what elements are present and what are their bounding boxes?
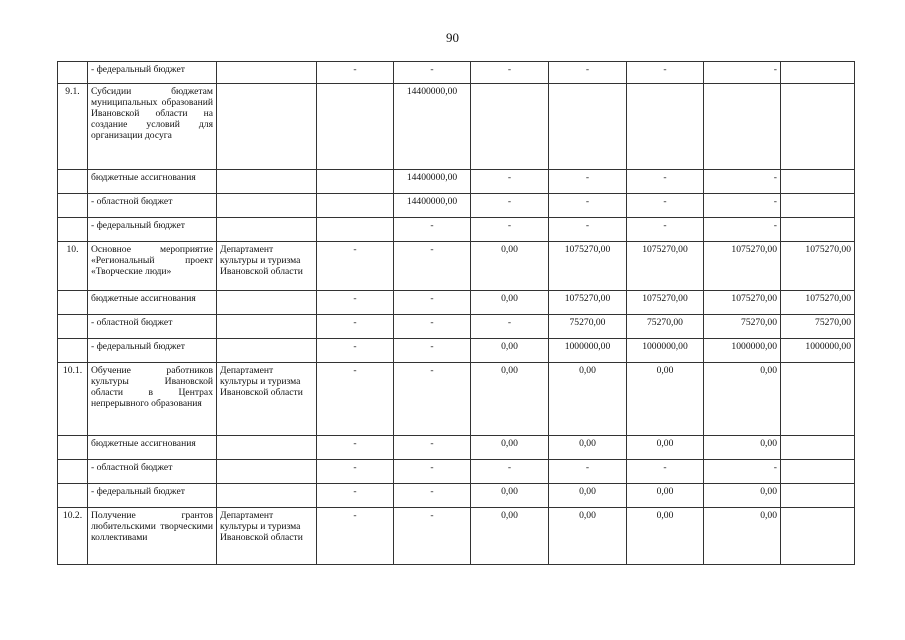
row-description: Субсидии бюджетам муниципальных образований Ивановской области на создание условий для организации досуга xyxy=(88,84,217,170)
value-cell: - xyxy=(394,242,471,291)
row-number xyxy=(58,484,88,508)
row-executor xyxy=(217,218,317,242)
value-cell: - xyxy=(317,62,394,84)
row-executor: Департамент культуры и туризма Ивановской области xyxy=(217,242,317,291)
value-cell xyxy=(781,484,855,508)
value-cell: - xyxy=(394,291,471,315)
value-cell: 0,00 xyxy=(471,363,549,436)
table-row xyxy=(58,315,855,339)
row-executor: Департамент культуры и туризма Ивановской области xyxy=(217,363,317,436)
value-cell xyxy=(471,84,549,170)
value-cell: 1075270,00 xyxy=(549,291,627,315)
row-description: бюджетные ассигнования xyxy=(88,436,217,460)
value-cell: - xyxy=(549,170,627,194)
value-cell: - xyxy=(394,484,471,508)
value-cell xyxy=(781,170,855,194)
value-cell: - xyxy=(704,218,781,242)
value-cell: 0,00 xyxy=(471,339,549,363)
value-cell: 14400000,00 xyxy=(394,194,471,218)
value-cell: 14400000,00 xyxy=(394,170,471,194)
table-row xyxy=(58,436,855,460)
value-cell: 75270,00 xyxy=(704,315,781,339)
value-cell: - xyxy=(394,218,471,242)
value-cell: - xyxy=(471,62,549,84)
value-cell xyxy=(781,363,855,436)
row-number xyxy=(58,62,88,84)
row-number xyxy=(58,460,88,484)
value-cell: 75270,00 xyxy=(549,315,627,339)
value-cell: 0,00 xyxy=(549,363,627,436)
value-cell: - xyxy=(317,436,394,460)
table-row xyxy=(58,218,855,242)
value-cell: - xyxy=(627,62,704,84)
value-cell: - xyxy=(549,218,627,242)
value-cell: 0,00 xyxy=(471,484,549,508)
table-row xyxy=(58,194,855,218)
row-number: 10. xyxy=(58,242,88,291)
value-cell: 0,00 xyxy=(471,436,549,460)
row-description: - федеральный бюджет xyxy=(88,218,217,242)
value-cell xyxy=(549,84,627,170)
row-executor xyxy=(217,484,317,508)
value-cell xyxy=(704,84,781,170)
value-cell xyxy=(781,194,855,218)
value-cell: 1000000,00 xyxy=(781,339,855,363)
row-executor xyxy=(217,315,317,339)
row-executor xyxy=(217,436,317,460)
row-description: Получение грантов любительскими творческими коллективами xyxy=(88,508,217,565)
value-cell: 0,00 xyxy=(704,436,781,460)
value-cell: - xyxy=(317,508,394,565)
row-description: - федеральный бюджет xyxy=(88,484,217,508)
value-cell: - xyxy=(627,218,704,242)
row-description: бюджетные ассигнования xyxy=(88,170,217,194)
value-cell: 1000000,00 xyxy=(627,339,704,363)
value-cell xyxy=(317,194,394,218)
row-executor xyxy=(217,170,317,194)
value-cell: 1075270,00 xyxy=(781,291,855,315)
value-cell: - xyxy=(317,315,394,339)
value-cell: - xyxy=(549,62,627,84)
row-executor: Департамент культуры и туризма Ивановской области xyxy=(217,508,317,565)
value-cell: - xyxy=(471,218,549,242)
value-cell: - xyxy=(471,315,549,339)
value-cell: 0,00 xyxy=(549,436,627,460)
value-cell: - xyxy=(627,194,704,218)
page-number: 90 xyxy=(446,30,459,45)
row-executor xyxy=(217,339,317,363)
budget-table xyxy=(57,61,855,565)
value-cell: - xyxy=(394,508,471,565)
row-number xyxy=(58,218,88,242)
value-cell: 0,00 xyxy=(471,291,549,315)
value-cell: - xyxy=(704,170,781,194)
row-description: - федеральный бюджет xyxy=(88,339,217,363)
value-cell: 75270,00 xyxy=(781,315,855,339)
value-cell: - xyxy=(704,62,781,84)
table-row xyxy=(58,291,855,315)
value-cell: 1075270,00 xyxy=(781,242,855,291)
value-cell: 1000000,00 xyxy=(549,339,627,363)
value-cell: - xyxy=(471,170,549,194)
value-cell: - xyxy=(394,339,471,363)
row-number xyxy=(58,436,88,460)
table-row xyxy=(58,339,855,363)
value-cell: 1075270,00 xyxy=(549,242,627,291)
row-executor xyxy=(217,62,317,84)
value-cell: - xyxy=(394,315,471,339)
value-cell xyxy=(317,84,394,170)
row-description: Обучение работников культуры Ивановской области в Центрах непрерывного образования xyxy=(88,363,217,436)
row-number: 10.2. xyxy=(58,508,88,565)
value-cell: 0,00 xyxy=(627,363,704,436)
table-row xyxy=(58,508,855,565)
value-cell: - xyxy=(394,62,471,84)
table-row xyxy=(58,170,855,194)
value-cell: 0,00 xyxy=(627,484,704,508)
row-number: 9.1. xyxy=(58,84,88,170)
table-row xyxy=(58,242,855,291)
value-cell: 1075270,00 xyxy=(627,242,704,291)
value-cell: 0,00 xyxy=(471,508,549,565)
row-description: - федеральный бюджет xyxy=(88,62,217,84)
row-number xyxy=(58,194,88,218)
row-number xyxy=(58,291,88,315)
value-cell xyxy=(317,218,394,242)
value-cell: - xyxy=(471,194,549,218)
value-cell: - xyxy=(394,460,471,484)
table-row xyxy=(58,484,855,508)
value-cell: - xyxy=(317,291,394,315)
value-cell: - xyxy=(471,460,549,484)
value-cell xyxy=(317,170,394,194)
value-cell: - xyxy=(394,436,471,460)
value-cell: 1075270,00 xyxy=(704,242,781,291)
row-number: 10.1. xyxy=(58,363,88,436)
row-description: - областной бюджет xyxy=(88,194,217,218)
value-cell: 0,00 xyxy=(627,436,704,460)
value-cell: 0,00 xyxy=(549,508,627,565)
row-number xyxy=(58,315,88,339)
row-executor xyxy=(217,194,317,218)
value-cell: - xyxy=(317,484,394,508)
row-number xyxy=(58,339,88,363)
row-description: бюджетные ассигнования xyxy=(88,291,217,315)
value-cell: - xyxy=(627,460,704,484)
value-cell: 75270,00 xyxy=(627,315,704,339)
value-cell: - xyxy=(317,242,394,291)
value-cell xyxy=(627,84,704,170)
row-executor xyxy=(217,291,317,315)
value-cell xyxy=(781,436,855,460)
row-description: Основное мероприятие «Региональный проект «Творческие люди» xyxy=(88,242,217,291)
value-cell xyxy=(781,508,855,565)
row-number xyxy=(58,170,88,194)
table-row xyxy=(58,460,855,484)
value-cell: - xyxy=(317,363,394,436)
table-row xyxy=(58,62,855,84)
value-cell: 14400000,00 xyxy=(394,84,471,170)
value-cell: 0,00 xyxy=(549,484,627,508)
value-cell: - xyxy=(394,363,471,436)
value-cell: 1000000,00 xyxy=(704,339,781,363)
value-cell xyxy=(781,460,855,484)
value-cell: - xyxy=(549,460,627,484)
table-row xyxy=(58,363,855,436)
value-cell: 0,00 xyxy=(704,508,781,565)
row-executor xyxy=(217,84,317,170)
value-cell xyxy=(781,62,855,84)
value-cell xyxy=(781,84,855,170)
value-cell: 1075270,00 xyxy=(627,291,704,315)
value-cell: 0,00 xyxy=(704,484,781,508)
value-cell: 0,00 xyxy=(471,242,549,291)
value-cell: 0,00 xyxy=(627,508,704,565)
value-cell: - xyxy=(317,339,394,363)
value-cell: - xyxy=(704,194,781,218)
value-cell xyxy=(781,218,855,242)
row-description: - областной бюджет xyxy=(88,460,217,484)
value-cell: - xyxy=(627,170,704,194)
value-cell: - xyxy=(317,460,394,484)
table-body xyxy=(58,62,855,565)
value-cell: 0,00 xyxy=(704,363,781,436)
table-row xyxy=(58,84,855,170)
value-cell: 1075270,00 xyxy=(704,291,781,315)
value-cell: - xyxy=(549,194,627,218)
value-cell: - xyxy=(704,460,781,484)
row-executor xyxy=(217,460,317,484)
row-description: - областной бюджет xyxy=(88,315,217,339)
